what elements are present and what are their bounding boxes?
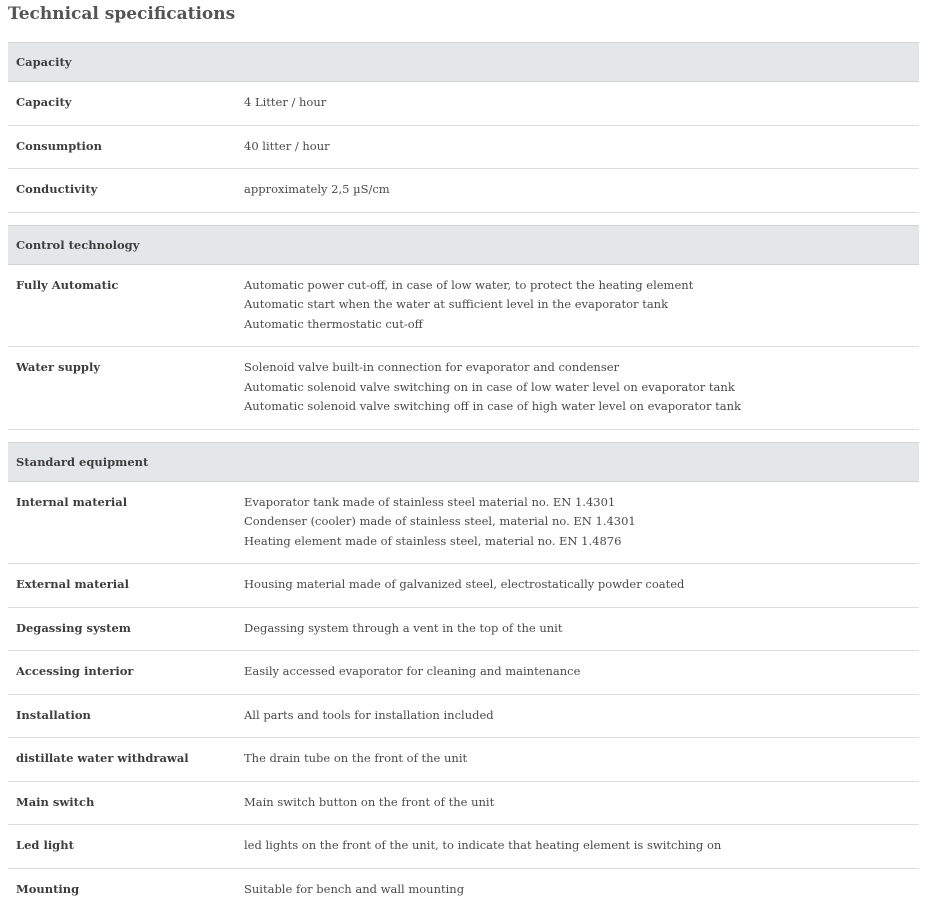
section-heading: Control technology (8, 225, 919, 264)
spec-value (236, 738, 919, 782)
section-heading: Capacity (8, 43, 919, 82)
spec-value (236, 825, 919, 869)
spec-value-line: Evaporator tank made of stainless steel material no. EN 1.4301 (244, 493, 911, 513)
section-spacer-cell (8, 429, 919, 442)
section-header-row (8, 43, 919, 82)
spec-row (8, 651, 919, 695)
spec-value (236, 781, 919, 825)
spec-row (8, 694, 919, 738)
spec-value-line: Main switch button on the front of the unit (244, 793, 911, 813)
spec-row (8, 825, 919, 869)
section-heading: Standard equipment (8, 442, 919, 481)
spec-value-line: Automatic thermostatic cut-off (244, 315, 911, 335)
spec-value-line: Automatic start when the water at sufficient level in the evaporator tank (244, 295, 911, 315)
spec-value-line: Easily accessed evaporator for cleaning and maintenance (244, 662, 911, 682)
spec-row (8, 781, 919, 825)
spec-value (236, 868, 919, 911)
section-header-row (8, 442, 919, 481)
spec-label: Fully Automatic (8, 264, 236, 347)
spec-row (8, 264, 919, 347)
section-spacer-cell (8, 212, 919, 225)
spec-label: Internal material (8, 481, 236, 564)
spec-row (8, 347, 919, 430)
spec-row (8, 82, 919, 126)
spec-value-line: Housing material made of galvanized steel, electrostatically powder coated (244, 575, 911, 595)
spec-row (8, 481, 919, 564)
spec-label: distillate water withdrawal (8, 738, 236, 782)
page-title: Technical specifications (8, 4, 235, 24)
spec-label: Degassing system (8, 607, 236, 651)
spec-row (8, 738, 919, 782)
spec-value-line: Automatic solenoid valve switching on in case of low water level on evaporator tank (244, 378, 911, 398)
spec-value (236, 82, 919, 126)
spec-value-line: The drain tube on the front of the unit (244, 749, 911, 769)
section-header-row (8, 225, 919, 264)
spec-value (236, 607, 919, 651)
spec-label: Consumption (8, 125, 236, 169)
spec-row (8, 125, 919, 169)
spec-label: Water supply (8, 347, 236, 430)
spec-value-line: Condenser (cooler) made of stainless steel, material no. EN 1.4301 (244, 512, 911, 532)
spec-value-line: approximately 2,5 µS/cm (244, 180, 911, 200)
spec-value-line: 4 Litter / hour (244, 93, 911, 113)
spec-value (236, 651, 919, 695)
spec-value-line: Automatic solenoid valve switching off in case of high water level on evaporator tank (244, 397, 911, 417)
spec-value (236, 481, 919, 564)
spec-label: Mounting (8, 868, 236, 911)
spec-value (236, 564, 919, 608)
spec-row (8, 607, 919, 651)
spec-label: Accessing interior (8, 651, 236, 695)
section-spacer (8, 212, 919, 225)
spec-value-line: led lights on the front of the unit, to indicate that heating element is switching on (244, 836, 911, 856)
spec-label: External material (8, 564, 236, 608)
spec-value-line: Solenoid valve built-in connection for evaporator and condenser (244, 358, 911, 378)
spec-label: Capacity (8, 82, 236, 126)
spec-value (236, 694, 919, 738)
spec-table (8, 42, 919, 911)
spec-value-line: All parts and tools for installation included (244, 706, 911, 726)
spec-value-line: Heating element made of stainless steel, material no. EN 1.4876 (244, 532, 911, 552)
spec-row (8, 868, 919, 911)
spec-label: Main switch (8, 781, 236, 825)
section-spacer (8, 429, 919, 442)
spec-value-line: Suitable for bench and wall mounting (244, 880, 911, 900)
spec-label: Led light (8, 825, 236, 869)
spec-value (236, 169, 919, 213)
spec-value (236, 125, 919, 169)
spec-table-body (8, 43, 919, 911)
spec-label: Conductivity (8, 169, 236, 213)
spec-row (8, 564, 919, 608)
spec-value (236, 347, 919, 430)
spec-row (8, 169, 919, 213)
spec-value-line: Automatic power cut-off, in case of low water, to protect the heating element (244, 276, 911, 296)
spec-value-line: Degassing system through a vent in the top of the unit (244, 619, 911, 639)
spec-value (236, 264, 919, 347)
spec-value-line: 40 litter / hour (244, 137, 911, 157)
spec-label: Installation (8, 694, 236, 738)
